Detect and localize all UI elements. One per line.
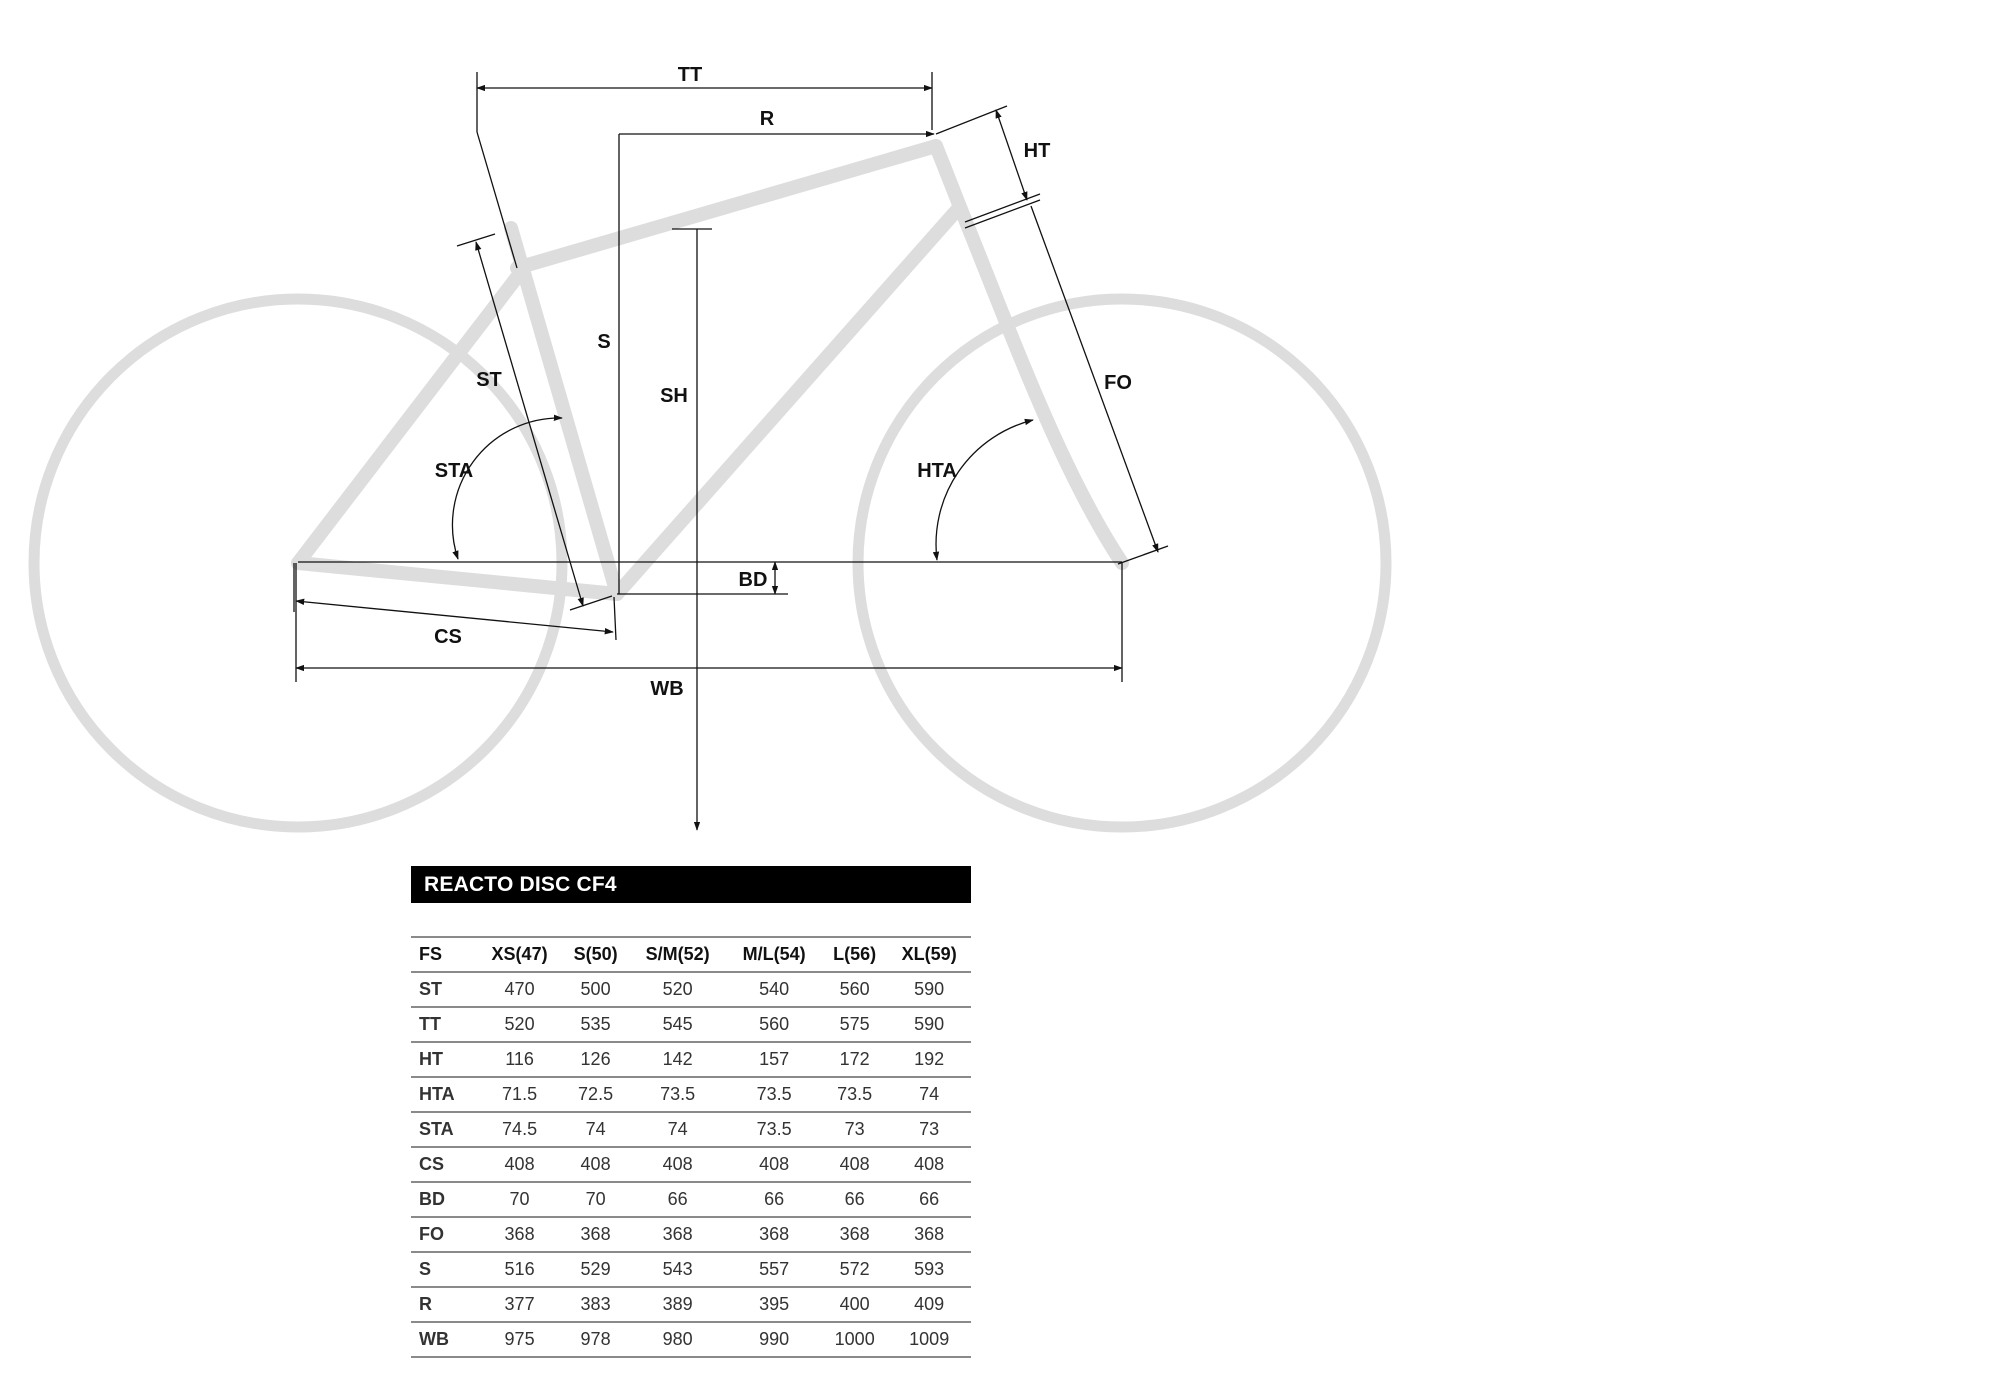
row-label: HT — [411, 1042, 477, 1077]
size-header: M/L(54) — [726, 937, 822, 972]
bike-frame — [298, 146, 1122, 594]
table-cell: 368 — [887, 1217, 971, 1252]
table-cell: 590 — [887, 1007, 971, 1042]
label-tt: TT — [677, 64, 703, 86]
table-cell: 73.5 — [822, 1077, 887, 1112]
dimension-lines — [294, 72, 1168, 830]
table-cell: 543 — [629, 1252, 726, 1287]
label-bd: BD — [738, 569, 768, 591]
table-cell: 408 — [726, 1147, 822, 1182]
ht-cap-bottom-1 — [965, 194, 1040, 222]
table-cell: 557 — [726, 1252, 822, 1287]
table-cell: 408 — [629, 1147, 726, 1182]
table-body — [411, 972, 971, 1357]
table-corner-label: FS — [411, 937, 477, 972]
table-cell: 157 — [726, 1042, 822, 1077]
table-cell: 575 — [822, 1007, 887, 1042]
table-cell: 545 — [629, 1007, 726, 1042]
label-cs: CS — [434, 626, 462, 648]
table-cell: 72.5 — [562, 1077, 629, 1112]
table-row — [411, 972, 971, 1007]
table-cell: 572 — [822, 1252, 887, 1287]
table-row — [411, 1112, 971, 1147]
table-cell: 66 — [629, 1182, 726, 1217]
row-label: HTA — [411, 1077, 477, 1112]
label-ht: HT — [1023, 140, 1051, 162]
table-cell: 990 — [726, 1322, 822, 1357]
table-cell: 400 — [822, 1287, 887, 1322]
fo-cap-bottom — [1118, 546, 1168, 564]
row-label: R — [411, 1287, 477, 1322]
table-cell: 74 — [887, 1077, 971, 1112]
label-sh: SH — [660, 385, 688, 407]
table-cell: 560 — [822, 972, 887, 1007]
size-header: S/M(52) — [629, 937, 726, 972]
table-cell: 74 — [629, 1112, 726, 1147]
table-cell: 70 — [562, 1182, 629, 1217]
fo-dimension — [1031, 206, 1158, 552]
ht-dimension — [996, 110, 1027, 200]
table-row — [411, 1217, 971, 1252]
table-cell: 978 — [562, 1322, 629, 1357]
table-cell: 500 — [562, 972, 629, 1007]
table-cell: 409 — [887, 1287, 971, 1322]
label-s: S — [597, 331, 611, 353]
row-label: FO — [411, 1217, 477, 1252]
table-cell: 408 — [562, 1147, 629, 1182]
table-cell: 395 — [726, 1287, 822, 1322]
table-cell: 408 — [887, 1147, 971, 1182]
table-row — [411, 1007, 971, 1042]
cs-extension-right — [614, 597, 616, 640]
table-row — [411, 1287, 971, 1322]
table-cell: 192 — [887, 1042, 971, 1077]
geometry-grid — [411, 936, 971, 1358]
table-cell: 377 — [477, 1287, 562, 1322]
table-cell: 516 — [477, 1252, 562, 1287]
table-cell: 73.5 — [726, 1112, 822, 1147]
table-cell: 470 — [477, 972, 562, 1007]
table-cell: 74.5 — [477, 1112, 562, 1147]
table-cell: 560 — [726, 1007, 822, 1042]
label-st: ST — [476, 369, 502, 391]
table-row — [411, 1182, 971, 1217]
table-cell: 126 — [562, 1042, 629, 1077]
table-cell: 368 — [629, 1217, 726, 1252]
table-row — [411, 1042, 971, 1077]
table-cell: 540 — [726, 972, 822, 1007]
head-tube — [936, 146, 962, 212]
table-cell: 1000 — [822, 1322, 887, 1357]
table-cell: 389 — [629, 1287, 726, 1322]
table-cell: 70 — [477, 1182, 562, 1217]
hta-arc — [936, 420, 1033, 560]
table-cell: 975 — [477, 1322, 562, 1357]
table-cell: 142 — [629, 1042, 726, 1077]
row-label: BD — [411, 1182, 477, 1217]
table-header-row — [411, 937, 971, 972]
label-r: R — [759, 108, 775, 130]
table-cell: 368 — [562, 1217, 629, 1252]
table-cell: 520 — [629, 972, 726, 1007]
size-header: XL(59) — [887, 937, 971, 972]
table-cell: 520 — [477, 1007, 562, 1042]
table-cell: 66 — [822, 1182, 887, 1217]
size-header: XS(47) — [477, 937, 562, 972]
seat-stay — [298, 268, 524, 563]
table-cell: 368 — [726, 1217, 822, 1252]
table-cell: 73.5 — [726, 1077, 822, 1112]
table-cell: 74 — [562, 1112, 629, 1147]
row-label: ST — [411, 972, 477, 1007]
row-label: CS — [411, 1147, 477, 1182]
size-header: L(56) — [822, 937, 887, 972]
table-row — [411, 1147, 971, 1182]
table-cell: 368 — [477, 1217, 562, 1252]
table-cell: 408 — [822, 1147, 887, 1182]
table-cell: 73.5 — [629, 1077, 726, 1112]
chain-stay — [298, 563, 617, 594]
row-label: WB — [411, 1322, 477, 1357]
table-cell: 980 — [629, 1322, 726, 1357]
table-row — [411, 1252, 971, 1287]
label-wb: WB — [650, 678, 684, 700]
table-row — [411, 1077, 971, 1112]
ht-cap-bottom-2 — [965, 200, 1040, 228]
row-label: TT — [411, 1007, 477, 1042]
label-fo: FO — [1104, 372, 1132, 394]
table-cell: 368 — [822, 1217, 887, 1252]
table-cell: 66 — [726, 1182, 822, 1217]
table-cell: 1009 — [887, 1322, 971, 1357]
size-header: S(50) — [562, 937, 629, 972]
label-sta: STA — [434, 460, 474, 482]
top-tube — [517, 146, 936, 268]
table-cell: 593 — [887, 1252, 971, 1287]
table-cell: 73 — [822, 1112, 887, 1147]
table-cell: 116 — [477, 1042, 562, 1077]
table-title: REACTO DISC CF4 — [411, 866, 971, 903]
table-cell: 73 — [887, 1112, 971, 1147]
table-cell: 172 — [822, 1042, 887, 1077]
table-cell: 535 — [562, 1007, 629, 1042]
table-cell: 66 — [887, 1182, 971, 1217]
row-label: S — [411, 1252, 477, 1287]
table-cell: 590 — [887, 972, 971, 1007]
table-cell: 408 — [477, 1147, 562, 1182]
seat-tube-extension — [477, 132, 517, 268]
table-cell: 383 — [562, 1287, 629, 1322]
table-cell: 529 — [562, 1252, 629, 1287]
table-row — [411, 1322, 971, 1357]
table-cell: 71.5 — [477, 1077, 562, 1112]
geometry-table — [411, 866, 971, 1358]
row-label: STA — [411, 1112, 477, 1147]
label-hta: HTA — [917, 460, 957, 482]
